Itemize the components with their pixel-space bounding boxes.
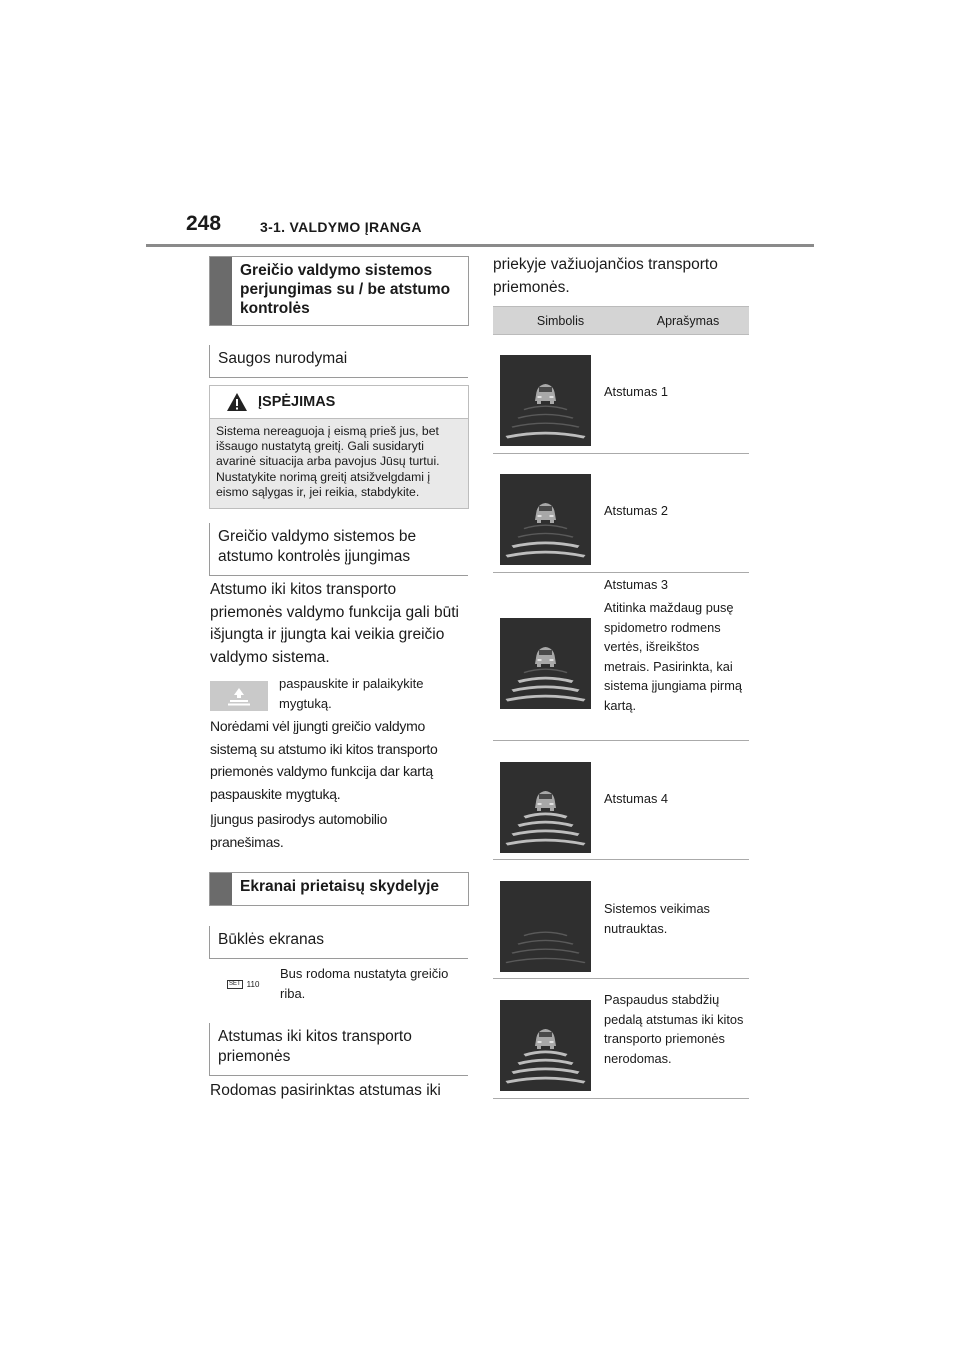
page-number: 248: [186, 212, 222, 235]
distance-symbol-icon: [500, 762, 591, 853]
warning-header: [210, 386, 468, 419]
speed-limit-text: Bus rodoma nustatyta greičio riba.: [280, 966, 449, 1001]
row-divider: [493, 978, 749, 979]
distance-symbol-icon: [500, 881, 591, 972]
warning-triangle-icon: [226, 392, 248, 412]
press-hold-text: paspauskite ir palaikykite mygtuką.: [279, 676, 424, 711]
row-title: Atstumas 3: [604, 577, 669, 592]
distance-symbol-icon: [500, 474, 591, 565]
box-title: Ekranai prietaisų skydelyje: [240, 878, 440, 895]
row-divider: [493, 572, 749, 573]
column-symbol: Simbolis: [536, 313, 585, 328]
row-description: Atstumas 1: [604, 384, 669, 399]
section-box-displays: [209, 872, 469, 906]
box-title: Greičio valdymo sistemos perjungimas su / be atstumo kontrolės: [240, 262, 451, 317]
warning-text: Sistema nereaguoja į eismą prieš jus, bet išsaugo nustatytą greitį. Gali susidaryti avarinė situacija arba pavojus Jūsų turtui. Nustatykite norimą greitį atsižvelgdami į eismo sąlygas ir, jei reikia, stabdykite.: [210, 419, 468, 508]
distance-symbol-icon: [500, 355, 591, 446]
section-title: 3-1. VALDYMO ĮRANGA: [260, 219, 422, 235]
row-description: Sistemos veikimas nutrauktas.: [604, 901, 710, 936]
paragraph-message: Įjungus pasirodys automobilio pranešimas.: [210, 811, 388, 850]
warning-label: ĮSPĖJIMAS: [258, 394, 336, 410]
distance-button-icon: [210, 681, 268, 711]
section-box-speed-control: [209, 256, 469, 326]
set-label: SET: [229, 981, 241, 987]
safety-heading: Saugos nurodymai: [209, 345, 468, 378]
row-divider: [493, 1098, 749, 1099]
intro-text: priekyje važiuojančios transporto priemonės.: [493, 256, 718, 296]
row-description: Atitinka maždaug pusę spidometro rodmens vertės, išreikštos metrais. Pasirinkta, kai sistema įjungiama pirmą kartą.: [604, 600, 742, 713]
warning-box: [209, 385, 469, 509]
row-divider: [493, 740, 749, 741]
row-divider: [493, 859, 749, 860]
status-heading: Būklės ekranas: [209, 926, 468, 959]
distance-symbol-icon: [500, 618, 591, 709]
row-divider: [493, 453, 749, 454]
box-accent-bar: [210, 257, 232, 325]
header-divider: [146, 244, 814, 247]
row-description: Atstumas 4: [604, 791, 669, 806]
paragraph-distance-function: Atstumo iki kitos transporto priemonės valdymo funkcija gali būti išjungta ir įjungta kai veikia greičio valdymo sistema.: [210, 581, 459, 666]
table-header: [493, 306, 749, 335]
row-description: Paspaudus stabdžių pedalą atstumas iki kitos transporto priemonės nerodomas.: [604, 992, 744, 1066]
set-value: 110: [246, 980, 260, 989]
distance-heading: Atstumas iki kitos transporto priemonės: [209, 1023, 468, 1076]
bottom-text: Rodomas pasirinktas atstumas iki: [210, 1082, 441, 1099]
activate-heading: Greičio valdymo sistemos be atstumo kontrolės įjungimas: [209, 523, 468, 576]
paragraph-reactivate: Norėdami vėl įjungti greičio valdymo sistemą su atstumo iki kitos transporto priemonės valdymo funkcija dar kartą paspauskite mygtuką.: [210, 718, 438, 802]
box-accent-bar: [210, 873, 232, 905]
row-description: Atstumas 2: [604, 503, 669, 518]
set-speed-icon: [227, 980, 259, 989]
column-description: Aprašymas: [656, 313, 720, 328]
distance-symbol-icon: [500, 1000, 591, 1091]
